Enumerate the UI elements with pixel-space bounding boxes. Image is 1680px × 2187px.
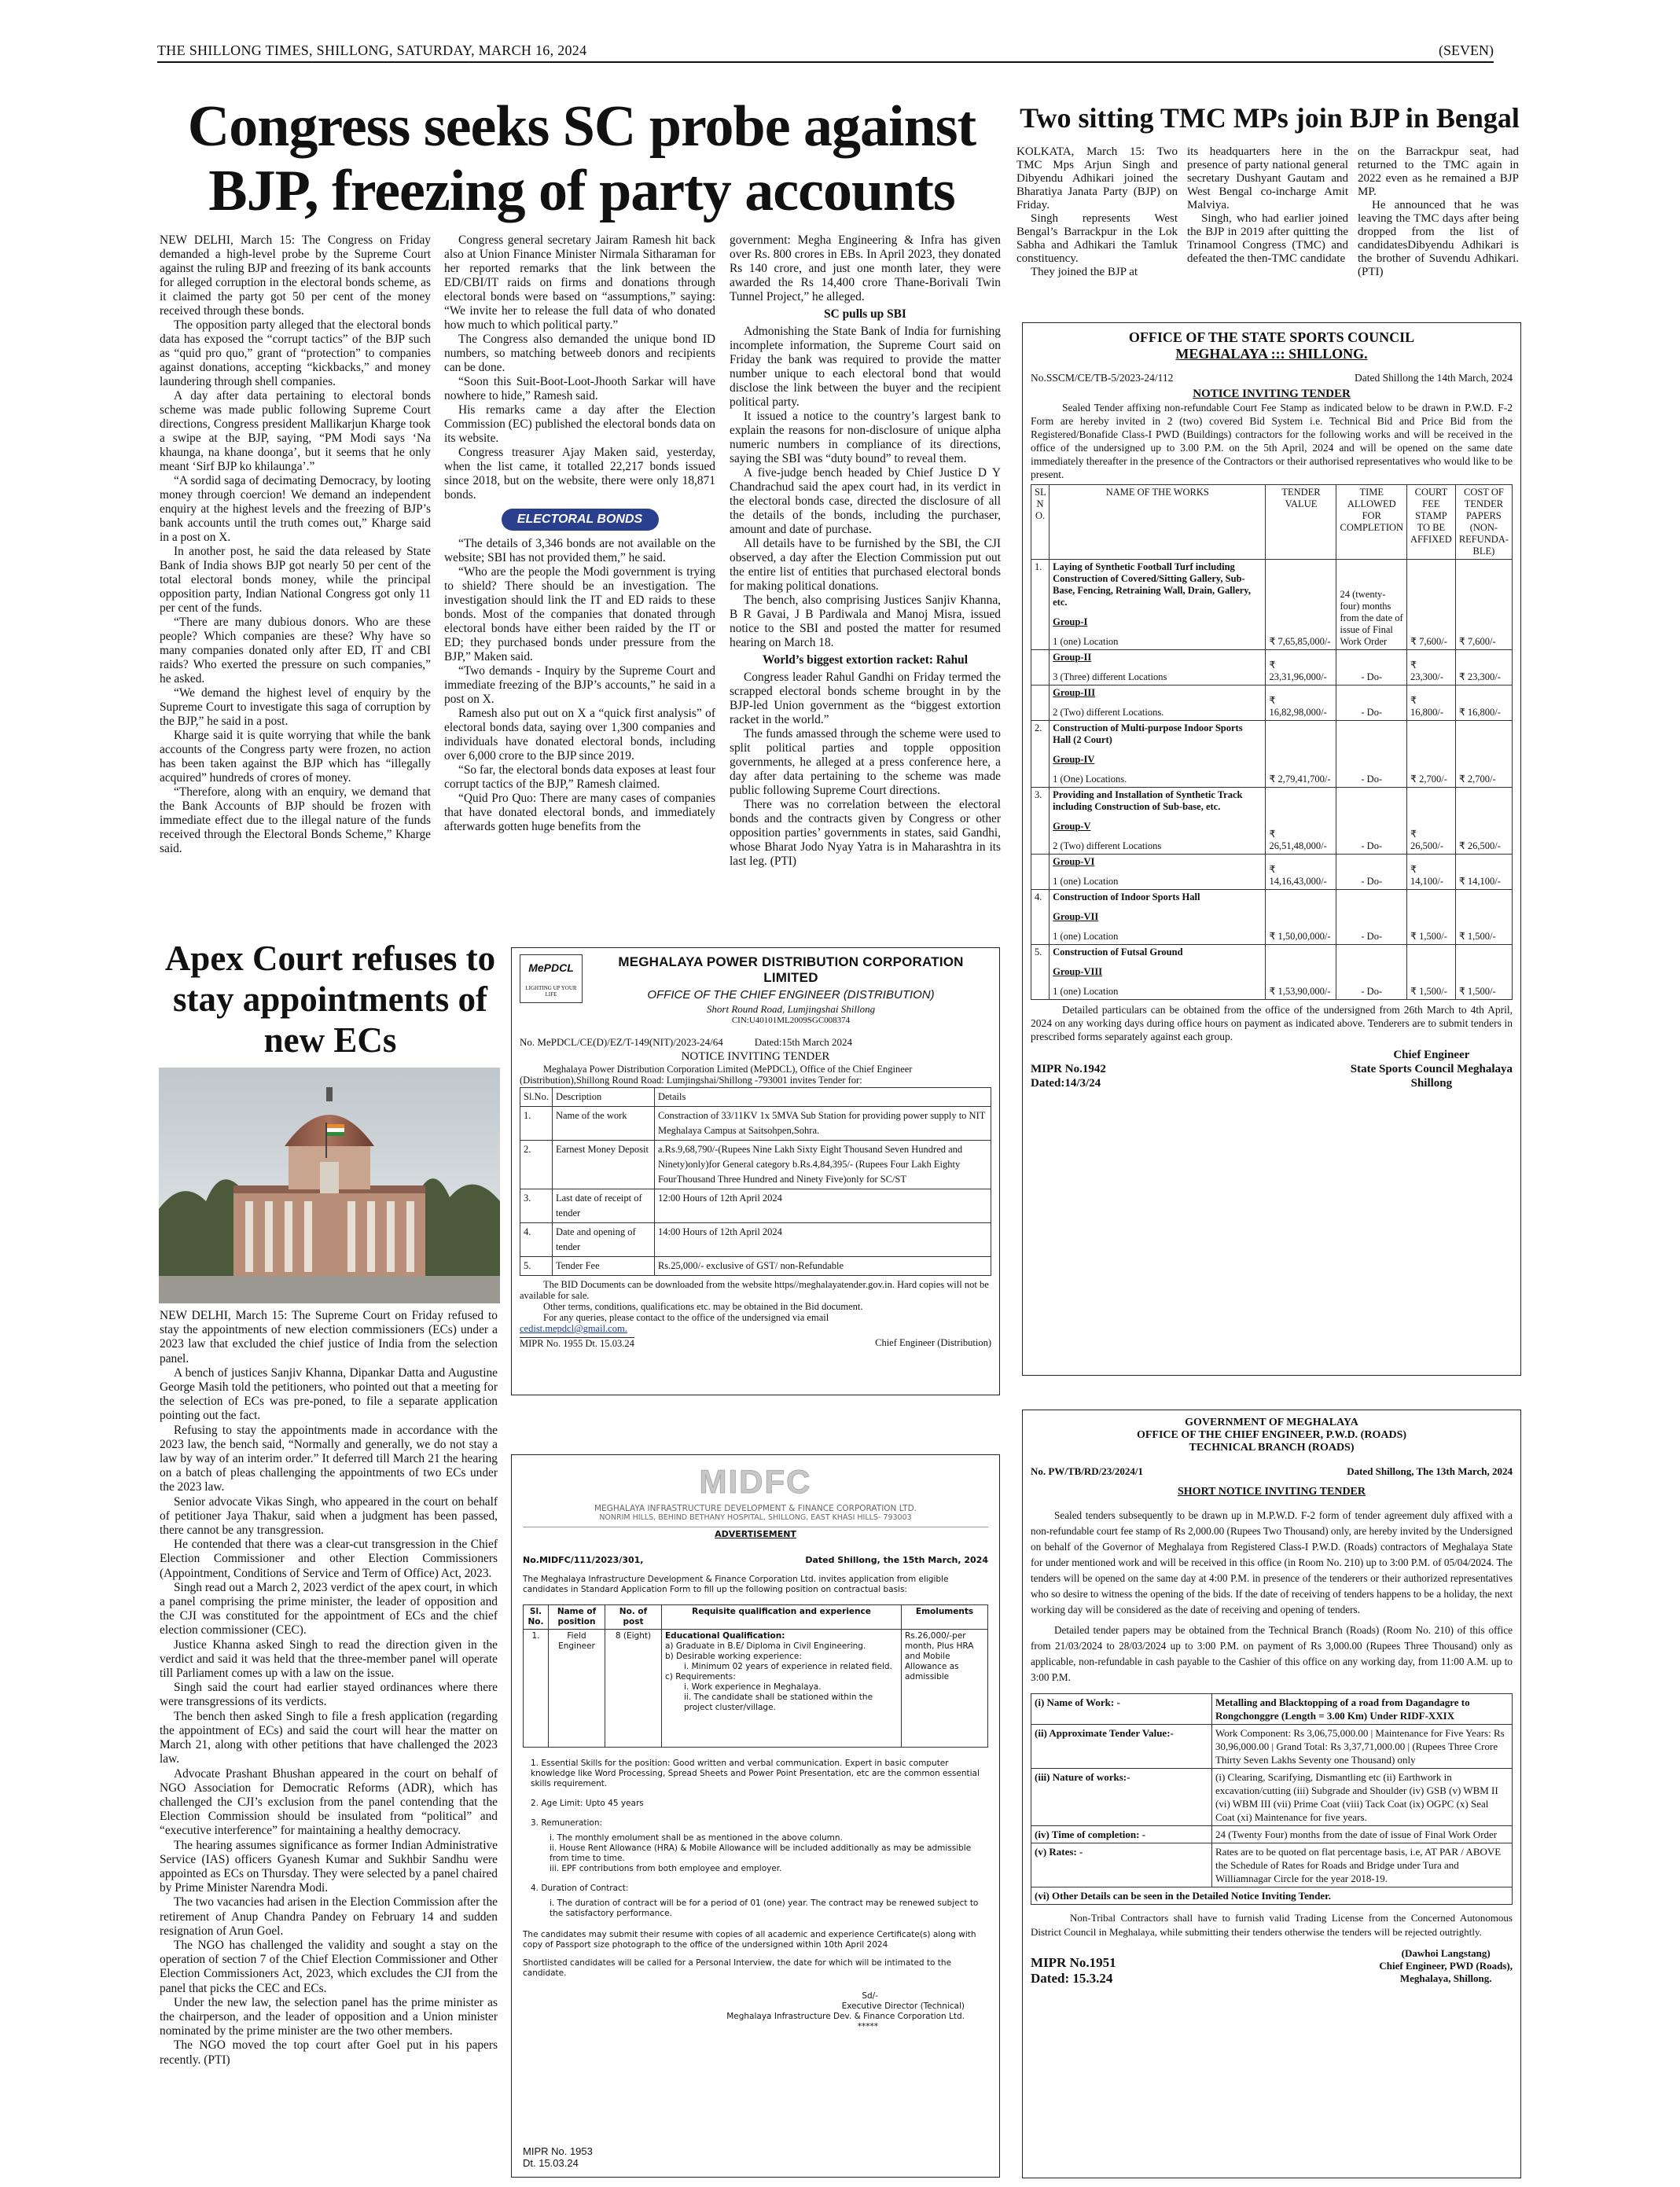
main-story-paragraph: His remarks came a day after the Election Commission (EC) published the electoral bonds data on its website.: [444, 403, 715, 445]
main-story-paragraph: “The details of 3,346 bonds are not available on the website; SBI has not provided them,” he said.: [444, 537, 715, 564]
mepdcl-footer-2: Other terms, conditions, qualifications etc. may be obtained in the Bid document.: [543, 1301, 863, 1312]
pwd-cell-value: 24 (Twenty Four) months from the date of issue of Final Work Order: [1212, 1826, 1513, 1843]
pwd-cell-value: Metalling and Blacktopping of a road from Dagandagre to Rongchonggre (Length = 3.00 Km) Under RIDF-XXIX: [1212, 1694, 1513, 1725]
table-row: [1031, 1843, 1513, 1887]
mepdcl-ref: No. MePDCL/CE(D)/EZ/T-149(NIT)/2023-24/64: [520, 1036, 723, 1048]
tmc-headline: Two sitting TMC MPs join BJP in Bengal: [1020, 102, 1520, 134]
supreme-court-photo: [159, 1068, 500, 1303]
sports-cell-name: [1050, 686, 1266, 721]
supreme-court-building-icon: [159, 1068, 500, 1303]
main-story-paragraph: government: Megha Engineering & Infra has given over Rs. 800 crores in EBs. In April 2023, they donated Rs 140 crore, and just one month later, they were awarded the Rs 14,400 crore Thane-Borivali Twin Tunnel Project,” he alleged.: [730, 233, 1001, 303]
mepdcl-footer-1: The BID Documents can be downloaded from the website https//meghalayatender.gov.in. Hard copies will not be available for sale.: [520, 1279, 989, 1301]
midfc-header-name: Name of position: [549, 1605, 605, 1630]
pwd-sig-1: (Dawhoi Langstang): [1401, 1947, 1491, 1959]
mepdcl-cell: 14:00 Hours of 12th April 2024: [654, 1223, 991, 1257]
main-story-paragraph: “A sordid saga of decimating Democracy, by looting money through coercion! We demand an independent enquiry at the highest levels and the freezing of BJP’s bank accounts until the truth comes out,” Kharge said in a post on X.: [160, 474, 431, 544]
qual-c1: i. Work experience in Meghalaya.: [684, 1682, 822, 1692]
midfc-address: NONRIM HILLS, BEHIND BETHANY HOSPITAL, SHILLONG, EAST KHASI HILLS- 793003: [599, 1513, 912, 1522]
sports-cell-time: - Do-: [1336, 686, 1407, 721]
sports-cell-time: 24 (twenty- four) months from the date of issue of Final Work Order: [1336, 560, 1407, 650]
pwd-cell-value: Rates are to be quoted on flat percentage basis, i.e, AT PAR / ABOVE the Schedule of Rates for Roads and Bridge under Tura and Williamnagar Circle for the year 2018-19.: [1212, 1843, 1513, 1887]
table-row: [1031, 855, 1513, 890]
apex-paragraph: He contended that there was a clear-cut transgression in the Chief Election Commissioner and other Election Commissioners (Appointment, Conditions of Service and Term of Office) Act, 2023.: [160, 1538, 498, 1580]
main-story-paragraph: It issued a notice to the country’s largest bank to explain the reasons for non-disclosure of unique alpha numeric numbers in compliance of its directions, saying the SBI was “duty bound” to reveal them.: [730, 410, 1001, 465]
mepdcl-address: Short Round Road, Lumjingshai Shillong: [706, 1003, 876, 1015]
pwd-cell-key: (i) Name of Work: -: [1031, 1694, 1212, 1725]
apex-paragraph: A bench of justices Sanjiv Khanna, Dipankar Datta and Augustine George Masih told the petitioners, who pointed out that a meeting for the selection of ECs was pre-poned, to file a separate application pointing out the fact.: [160, 1365, 498, 1423]
work-group: Group-IV: [1053, 754, 1095, 765]
mepdcl-cell: 3.: [520, 1189, 553, 1223]
main-story-col-1: [160, 233, 431, 856]
apex-paragraph: The two vacancies had arisen in the Election Commission after the retirement of Anup Chandra Pandey on February 14 and sudden resignation of Arun Goel.: [160, 1895, 498, 1938]
sports-cell-cost: ₹ 26,500/-: [1455, 788, 1512, 855]
qual-title: Educational Qualification:: [665, 1631, 785, 1641]
pwd-details-table: [1031, 1693, 1513, 1905]
sports-cell-cost: ₹ 23,300/-: [1455, 650, 1512, 686]
main-story-paragraph: The Congress also demanded the unique bond ID numbers, so matching betweeb donors and recipients can be done.: [444, 333, 715, 374]
work-group: Group-II: [1053, 652, 1092, 663]
midfc-cell-qualification: [662, 1630, 902, 1748]
mepdcl-cell: Constraction of 33/11KV 1x 5MVA Sub Station for providing power supply to NIT Meghalaya Campus at Saitsohpen,Sohra.: [654, 1107, 991, 1141]
apex-paragraph: Justice Khanna asked Singh to read the direction given in the verdict and said it was held that the three-member panel will operate till Parliament comes up with a law on the issue.: [160, 1637, 498, 1681]
mepdcl-office: OFFICE OF THE CHIEF ENGINEER (DISTRIBUTION): [647, 988, 935, 1002]
sports-cell-cost: ₹ 14,100/-: [1455, 855, 1512, 890]
apex-paragraph: Advocate Prashant Bhushan appeared in the court on behalf of NGO Association for Democratic Reforms (ADR), which has challenged the CJI’s exclusion from the panel contending that the Election Commission should be insulated from “political” and “executive interference” for maintaining a healthy democracy.: [160, 1766, 498, 1838]
table-row: [520, 1223, 991, 1257]
main-story-col-3: [730, 233, 1001, 869]
midfc-logo: MIDFC: [699, 1463, 812, 1500]
mepdcl-cell: a.Rs.9,68,790/-(Rupees Nine Lakh Sixty Eight Thousand Seven Hundred and Ninety)only)for General category b.Rs.4,84,395/- (Rupees Four Lakh Eighty FourThousand Three Hundred and Ninety Five)only for SC/ST: [654, 1141, 991, 1189]
mepdcl-cell: 1.: [520, 1107, 553, 1141]
qual-a: a) Graduate in B.E/ Diploma in Civil Engineering.: [665, 1641, 866, 1651]
midfc-sd: Sd/-: [862, 1991, 878, 2001]
apex-paragraph: Senior advocate Vikas Singh, who appeared in the court on behalf of petitioner Jaya Thakur, said when a judgment has been passed, there cannot be any transgression.: [160, 1494, 498, 1538]
midfc-header-qualification: Requisite qualification and experience: [662, 1605, 902, 1630]
sports-cell-fee: ₹ 7,600/-: [1407, 560, 1456, 650]
pwd-cell-key: (ii) Approximate Tender Value:-: [1031, 1725, 1212, 1769]
pwd-title-2: OFFICE OF THE CHIEF ENGINEER, P.W.D. (ROADS): [1136, 1429, 1407, 1441]
mepdcl-cell: Last date of receipt of tender: [552, 1189, 654, 1223]
midfc-cell-posts: 8 (Eight): [605, 1630, 662, 1748]
main-story-paragraph: “So far, the electoral bonds data exposes at least four corrupt tactics of the BJP,” Ramesh claimed.: [444, 763, 715, 791]
midfc-header-emoluments: Emoluments: [902, 1605, 988, 1630]
sports-cell-time: - Do-: [1336, 788, 1407, 855]
mepdcl-footer-3: For any queries, please contact to the office of the undersigned via email: [543, 1312, 829, 1323]
qual-c: c) Requirements:: [665, 1672, 736, 1682]
sports-cell-value: ₹ 1,53,90,000/-: [1266, 945, 1336, 1000]
sports-cell-fee: ₹ 2,700/-: [1407, 721, 1456, 788]
sports-mipr-date: Dated:14/3/24: [1031, 1077, 1101, 1090]
sports-header-cell: NAME OF THE WORKS: [1050, 485, 1266, 560]
apex-paragraph: The NGO moved the top court after Goel put in his papers recently. (PTI): [160, 2038, 498, 2067]
pwd-cell-value: (i) Clearing, Scarifying, Dismantling etc (ii) Earthwork in excavation/cutting (iii) Subgrade and Shoulder (iv) GSB (v) WBM II (vi) WBM III (vii) Prime Coat (viii) Tack Coat (ix) OGPC (x) Seal Coat (xi) Maintenance for five years.: [1212, 1769, 1513, 1826]
pwd-mipr-date: Dated: 15.3.24: [1031, 1971, 1113, 1986]
table-row: [1031, 945, 1513, 1000]
sports-cell-sl: 5.: [1031, 945, 1050, 1000]
tmc-col-1: [1016, 145, 1178, 279]
main-story-paragraph: “There are many dubious donors. Who are these people? Which companies are these? Why have so many companies donated only after ED, IT and CBI raids? Who exerted the pressure on such companies,” he asked.: [160, 616, 431, 686]
sports-cell-sl: 2.: [1031, 721, 1050, 788]
sports-cell-name: [1050, 560, 1266, 650]
sports-notice-title: NOTICE INVITING TENDER: [1193, 388, 1351, 400]
work-location: 3 (Three) different Locations: [1053, 671, 1167, 682]
midfc-sig-1: Executive Director (Technical): [841, 2001, 965, 2011]
main-story-paragraph: The bench, also comprising Justices Sanjiv Khanna, B R Gavai, J B Pardiwala and Manoj Misra, issued notice to the SBI and posted the matter for resumed hearing on March 18.: [730, 594, 1001, 649]
sports-cell-name: [1050, 855, 1266, 890]
mepdcl-cell: Tender Fee: [552, 1257, 654, 1276]
main-story-paragraph: Kharge said it is quite worrying that while the bank accounts of the Congress party were frozen, no action has been taken against the BJP which has “illegally acquired” hundreds of crores of money.: [160, 729, 431, 785]
main-story-paragraph: Admonishing the State Bank of India for furnishing incomplete information, the Supreme Court said on Friday the bank was required to provide the matter number unique to each electoral bond that would disclose the link between the buyer and the recipient political party.: [730, 325, 1001, 409]
sports-cell-sl: [1031, 855, 1050, 890]
work-name: Providing and Installation of Synthetic Track including Construction of Sub-base, etc.: [1053, 789, 1243, 812]
headline-line-1: Congress seeks SC probe against: [187, 94, 976, 159]
work-name: Construction of Multi-purpose Indoor Sports Hall (2 Court): [1053, 722, 1243, 745]
work-location: 1 (one) Location: [1053, 931, 1119, 942]
pwd-sig-3: Meghalaya, Shillong.: [1399, 1972, 1492, 1984]
pwd-cell-key: (iii) Nature of works:-: [1031, 1769, 1212, 1826]
midfc-p3: 3. Remuneration:: [531, 1818, 603, 1828]
main-story-paragraph: “Who are the people the Modi government is trying to shield? There should be an investigation. The investigation should link the IT and ED raids to these bonds. Most of the companies that donated through electoral bonds have either been raided by the IT or ED; they purchased bonds under pressure from the BJP,” Maken said.: [444, 565, 715, 663]
main-story-paragraph: Congress general secretary Jairam Ramesh hit back also at Union Finance Minister Nirmala Sitharaman for her reported remarks that the link between the ED/CBI/IT raids on firms and donations through electoral bonds were based on “assumptions,” saying: “We invite her to release the full data of who donated how much to which political party.”: [444, 233, 715, 332]
midfc-sig-2: Meghalaya Infrastructure Dev. & Finance Corporation Ltd.: [726, 2012, 965, 2021]
sports-cell-fee: ₹ 23,300/-: [1407, 650, 1456, 686]
midfc-p3ii: ii. House Rent Allowance (HRA) & Mobile Allowance will be included additionally as may be admissible from time to time.: [550, 1843, 972, 1863]
sports-cell-name: [1050, 650, 1266, 686]
work-location: 1 (one) Location: [1053, 876, 1119, 887]
sports-cell-sl: 1.: [1031, 560, 1050, 650]
apex-paragraph: NEW DELHI, March 15: The Supreme Court on Friday refused to stay the appointments of new election commissioners (ECs) under a 2023 law that excluded the chief justice of India from the selection panel.: [160, 1309, 498, 1365]
mepdcl-cell: Earnest Money Deposit: [552, 1141, 654, 1189]
pwd-mipr: MIPR No.1951: [1031, 1955, 1116, 1970]
sports-cell-time: - Do-: [1336, 721, 1407, 788]
pwd-cell-key: (v) Rates: -: [1031, 1843, 1212, 1887]
sports-cell-sl: 4.: [1031, 890, 1050, 945]
mepdcl-table: [520, 1087, 991, 1276]
masthead-line: THE SHILLONG TIMES, SHILLONG, SATURDAY, MARCH 16, 2024: [157, 42, 587, 58]
sports-cell-cost: ₹ 2,700/-: [1455, 721, 1512, 788]
sports-cell-value: ₹ 16,82,98,000/-: [1266, 686, 1336, 721]
work-group: Group-VII: [1053, 911, 1099, 922]
sports-cell-cost: ₹ 16,800/-: [1455, 686, 1512, 721]
subhead-extortion-racket: World’s biggest extortion racket: Rahul: [762, 653, 969, 667]
sports-header-cell: TIME ALLOWED FOR COMPLETION: [1336, 485, 1407, 560]
sports-cell-fee: ₹ 1,500/-: [1407, 945, 1456, 1000]
main-story-paragraph: The opposition party alleged that the electoral bonds data has exposed the “corrupt tactics” of the BJP such as “quid pro quo,” grant of “protection” to companies against donations, accepting “kickbacks,” and money laundering through shell companies.: [160, 318, 431, 388]
main-story-paragraph: The funds amassed through the scheme were used to split political parties and topple opposition governments, he alleged at a press conference here, a day after data pertaining to the scheme was made public following Supreme Court directions.: [730, 727, 1001, 797]
apex-paragraph: The hearing assumes significance as former Indian Administrative Service (IAS) officers Gyanesh Kumar and Sukhbir Sandhu were appointed as ECs on Thursday. They were selected by a panel chaired by Prime Minister Narendra Modi.: [160, 1838, 498, 1895]
sports-cell-fee: ₹ 16,800/-: [1407, 686, 1456, 721]
sports-cell-value: ₹ 26,51,48,000/-: [1266, 788, 1336, 855]
mepdcl-header-cell: Description: [552, 1088, 654, 1107]
sports-cell-fee: ₹ 14,100/-: [1407, 855, 1456, 890]
table-row: [1031, 1826, 1513, 1843]
work-location: 1 (one) Location: [1053, 986, 1119, 997]
apex-paragraph: Refusing to stay the appointments made in accordance with the 2023 law, the bench said, “Normally and generally, we do not stay a law by way of an interim order.” It deferred till March 21 the hearing on a batch of pleas challenging the appointments of two ECs under the 2023 law.: [160, 1423, 498, 1494]
main-story-paragraph: In another post, he said the data released by State Bank of India shows BJP got nearly 50 per cent of the total electoral bonds money, while the principal opposition party, Indian National Congress got only 11 per cent of the funds.: [160, 545, 431, 615]
page-number: (SEVEN): [1439, 42, 1494, 58]
pwd-cell-other-details: (vi) Other Details can be seen in the Detailed Notice Inviting Tender.: [1031, 1887, 1513, 1905]
main-headline: [157, 94, 1006, 223]
sports-intro: Sealed Tender affixing non-refundable Court Fee Stamp as indicated below to be drawn in P.W.D. F-2 Form are hereby invited in 2 (two) covered Bid System i.e. Technical Bid and Price Bid from the Registered/Bonafide Class-I PWD (Buildings) contractors for the following works and will be received in the office of the undersigned up to 3.00 P.M. on the 5th April, 2024 and will be opened on the same date immediately thereafter in the presence of the Contractors or their authorised representatives who would like to be present.: [1031, 402, 1513, 480]
sports-cell-time: - Do-: [1336, 650, 1407, 686]
work-group: Group-I: [1053, 616, 1088, 627]
sports-cell-value: ₹ 2,79,41,700/-: [1266, 721, 1336, 788]
main-story-paragraph: All details have to be furnished by the SBI, the CJI observed, a day after the Election Commission put out the entire list of entities that purchased electoral bonds for making political donations.: [730, 537, 1001, 593]
mepdcl-cin: CIN:U40101ML2009SGC008374: [731, 1016, 851, 1025]
midfc-p5: The candidates may submit their resume with copies of all academic and experience Certificate(s) along with copy of Passport size photograph to the office of the undersigned within 10th April 2024: [523, 1930, 976, 1950]
work-location: 2 (Two) different Locations.: [1053, 707, 1164, 718]
table-row: [1031, 1769, 1513, 1826]
tmc-col-2: [1187, 145, 1348, 266]
mepdcl-date: Dated:15th March 2024: [754, 1036, 852, 1048]
midfc-mipr: MIPR No. 1953: [523, 2145, 593, 2157]
apex-paragraph: The bench then asked Singh to file a fresh application (regarding the appointment of ECs) and said the court will hear the matter on March 21, along with other petitions that have challenged the 2023 law.: [160, 1709, 498, 1766]
pwd-notice-title: SHORT NOTICE INVITING TENDER: [1178, 1486, 1366, 1498]
tmc-paragraph: Singh represents West Bengal’s Barrackpur in the Lok Sabha and Adhikari the Tamluk constituency.: [1016, 212, 1178, 265]
main-story-paragraph: Congress treasurer Ajay Maken said, yesterday, when the list came, it totalled 22,217 bonds issued since 2018, but on the website, there were only 18,871 bonds.: [444, 446, 715, 502]
main-story-col-2: [444, 233, 715, 834]
main-story-paragraph: There was no correlation between the electoral bonds and the contracts given by Congress or other opposition parties’ governments in states, said Gandhi, whose Bharat Jodo Nyay Yatra is in Maharashtra in its last leg. (PTI): [730, 798, 1001, 868]
midfc-p3iii: iii. EPF contributions from both employee and employer.: [550, 1864, 782, 1873]
pwd-title-1: GOVERNMENT OF MEGHALAYA: [1185, 1417, 1358, 1428]
pwd-cell-value: Work Component: Rs 3,06,75,000.00 | Maintenance for Five Years: Rs 30,96,000.00 | Grand Total: Rs 3,37,71,000.00 | (Rupees Three Crore Thirty Seven Lakhs Seventy one Thousand) only: [1212, 1725, 1513, 1769]
mepdcl-cell: 12:00 Hours of 12th April 2024: [654, 1189, 991, 1223]
logo-tagline: LIGHTING UP YOUR LIFE: [525, 985, 577, 998]
work-name: Construction of Futsal Ground: [1053, 946, 1183, 958]
midfc-mipr-date: Dt. 15.03.24: [523, 2157, 579, 2169]
apex-paragraph: The NGO has challenged the validity and sought a stay on the operation of section 7 of the Chief Election Commissioner and Other Election Commissioners Act, 2023, which excludes the CJI from the panel that picks the CEC and ECs.: [160, 1938, 498, 1995]
work-name: Construction of Indoor Sports Hall: [1053, 891, 1200, 902]
mepdcl-cell: 2.: [520, 1141, 553, 1189]
main-story-paragraph: “Two demands - Inquiry by the Supreme Court and immediate freezing of the BJP’s accounts,” he said in a post on X.: [444, 664, 715, 706]
sports-cell-name: [1050, 788, 1266, 855]
sports-cell-time: - Do-: [1336, 945, 1407, 1000]
midfc-header-posts: No. of post: [605, 1605, 662, 1630]
pwd-p1: Sealed tenders subsequently to be drawn up in M.P.W.D. F-2 form of tender agreement duly affixed with a non-refundable court fee stamp of Rs 2,000.00 (Rupees Two Thousand) only, are hereby invited by the Undersigned on behalf of the Governor of Meghalaya from Registered Class-I P.W.D. (Roads) contractors of Meghalaya State for under mentioned work and will be received in this office (in Room No. 210) up to 3:00 P.M. of 05/04/2024. The tenders will be opened on the same day at 4:00 P.M. in presence of the tenderers or their authorized representatives who so desire to witness the opening of the bids. If the date of receiving of tenders happens to be a holiday, the next working day will be considered as the date of receiving and opening of tenders.: [1031, 1509, 1513, 1615]
pwd-ref: No. PW/TB/RD/23/2024/1: [1031, 1465, 1144, 1477]
midfc-cell-emoluments: Rs.26,000/-per month, Plus HRA and Mobile Allowance as admissible: [902, 1630, 988, 1748]
apex-paragraph: Under the new law, the selection panel has the prime minister as the chairperson, and the leader of opposition and a Union minister nominated by the prime minister are the two other members.: [160, 1995, 498, 2038]
midfc-date: Dated Shillong, the 15th March, 2024: [805, 1555, 988, 1565]
sports-ref: No.SSCM/CE/TB-5/2023-24/112: [1031, 372, 1174, 384]
table-row: [1031, 650, 1513, 686]
pwd-title-3: TECHNICAL BRANCH (ROADS): [1189, 1442, 1355, 1454]
mepdcl-cell: Rs.25,000/- exclusive of GST/ non-Refundable: [654, 1257, 991, 1276]
sports-sig-1: Chief Engineer: [1393, 1049, 1470, 1061]
mepdcl-signatory: Chief Engineer (Distribution): [875, 1337, 991, 1348]
pwd-sig-2: Chief Engineer, PWD (Roads),: [1379, 1960, 1513, 1972]
midfc-p3i: i. The monthly emolument shall be as mentioned in the above column.: [550, 1833, 843, 1843]
qual-b: b) Desirable working experience:: [665, 1652, 802, 1661]
pwd-roads-tender: [1022, 1410, 1521, 2178]
midfc-p6: Shortlisted candidates will be called for a Personal Interview, the date for which will be intimated to the candidate.: [523, 1958, 952, 1978]
qual-b1: i. Minimum 02 years of experience in related field.: [684, 1662, 892, 1671]
midfc-cell-sl: 1.: [524, 1630, 549, 1748]
tmc-col-3: [1358, 145, 1519, 279]
sports-date: Dated Shillong the 14th March, 2024: [1355, 372, 1513, 384]
sports-sig-2: State Sports Council Meghalaya: [1350, 1063, 1513, 1075]
main-story-paragraph: A day after data pertaining to electoral bonds scheme was made public following Supreme Court directions, Congress president Mallikarjun Kharge took a swipe at the BJP, saying, “PM Modi says ‘Na khaunga, na khane doonga’, but it seems that he only meant ‘Sirf BJP ko khilaunga’.”: [160, 389, 431, 473]
midfc-table: [523, 1604, 988, 1748]
sports-cell-time: - Do-: [1336, 890, 1407, 945]
table-row: [520, 1141, 991, 1189]
mepdcl-header-cell: Details: [654, 1088, 991, 1107]
table-row: [1031, 721, 1513, 788]
pwd-cell-key: (iv) Time of completion: -: [1031, 1826, 1212, 1843]
midfc-stars: *****: [857, 2022, 878, 2031]
table-row: [1031, 686, 1513, 721]
tmc-paragraph: He announced that he was leaving the TMC days after being dropped from the list of candidatesDibyendu Adhikari is the brother of Suvendu Adhikari. (PTI): [1358, 199, 1519, 278]
mepdcl-cell: 4.: [520, 1223, 553, 1257]
electoral-bonds-badge: ELECTORAL BONDS: [502, 509, 659, 531]
pwd-p3: Non-Tribal Contractors shall have to furnish valid Trading License from the Concerned Autonomous District Council in Meghalaya, while submitting their tenders otherwise the tenders will be rejected outrightly.: [1031, 1912, 1513, 1938]
midfc-p4: 4. Duration of Contract:: [531, 1884, 629, 1893]
table-row: [1031, 890, 1513, 945]
tmc-paragraph: its headquarters here in the presence of party national general secretary Dushyant Gautam and West Bengal co-incharge Amit Malviya.: [1187, 145, 1348, 211]
mepdcl-notice-title: NOTICE INVITING TENDER: [681, 1050, 830, 1063]
main-story-paragraph: Ramesh also put out on X a “quick first analysis” of electoral bonds data, saying over 1,300 companies and individuals have donated electoral bonds, including over 6,000 crore to the BJP since 2019.: [444, 707, 715, 763]
table-row: [520, 1257, 991, 1276]
mepdcl-header-cell: Sl.No.: [520, 1088, 553, 1107]
midfc-cell-name: Field Engineer: [549, 1630, 605, 1748]
mepdcl-email-link[interactable]: cedist.mepdcl@gmail.com.: [520, 1323, 627, 1334]
sports-cell-fee: ₹ 26,500/-: [1407, 788, 1456, 855]
table-row: [1031, 560, 1513, 650]
sports-cell-time: - Do-: [1336, 855, 1407, 890]
sports-cell-value: ₹ 1,50,00,000/-: [1266, 890, 1336, 945]
main-story-paragraph: “Quid Pro Quo: There are many cases of companies that have donated electoral bonds, and immediately afterwards gotten huge benefits from the: [444, 792, 715, 833]
mepdcl-cell: Date and opening of tender: [552, 1223, 654, 1257]
midfc-p1: 1. Essential Skills for the position: Good written and verbal communication. Expert in basic computer knowledge like Word Processing, Spread Sheets and Power Point Presentation, etc are the common essential skills requirement.: [531, 1759, 980, 1788]
main-story-paragraph: “Soon this Suit-Boot-Loot-Jhooth Sarkar will have nowhere to hide,” Ramesh said.: [444, 375, 715, 402]
sports-cell-sl: 3.: [1031, 788, 1050, 855]
headline-line-2: BJP, freezing of party accounts: [208, 159, 955, 223]
qual-c2: ii. The candidate shall be stationed within the project cluster/village.: [684, 1693, 873, 1712]
sports-cell-value: ₹ 14,16,43,000/-: [1266, 855, 1336, 890]
work-name: Laying of Synthetic Football Turf including Construction of Covered/Sitting Gallery, Sub-Base, Fencing, Retraining Wall, Drain, Gallery, etc.: [1053, 561, 1251, 608]
sports-council-tender: [1022, 322, 1521, 1376]
sports-cell-name: [1050, 945, 1266, 1000]
midfc-ref: No.MIDFC/111/2023/301,: [523, 1555, 644, 1565]
table-row: [1031, 788, 1513, 855]
sports-cell-cost: ₹ 1,500/-: [1455, 890, 1512, 945]
subhead-sc-pulls-up-sbi: SC pulls up SBI: [824, 307, 906, 321]
work-group: Group-VI: [1053, 856, 1095, 867]
work-location: 1 (one) Location: [1053, 636, 1119, 647]
sports-cell-value: ₹ 7,65,85,000/-: [1266, 560, 1336, 650]
midfc-p4i: i. The duration of contract will be for a period of 01 (one) year. The contract may be renewed subject to the satisfactory performance.: [550, 1898, 979, 1918]
midfc-org: MEGHALAYA INFRASTRUCTURE DEVELOPMENT & FINANCE CORPORATION LTD.: [594, 1504, 917, 1513]
pwd-p2: Detailed tender papers may be obtained from the Technical Branch (Roads) (Room No. 210) of this office from 21/03/2024 to 28/03/2024 up to 3:00 P.M. on payment of Rs 3,000.00 (Rupees Three Thousand) only as applicable, non-refundable in cash payable to the Cashier of this office on any working day, from 11:00 A.M. up to 3:00 P.M.: [1031, 1624, 1513, 1683]
sports-title-1: OFFICE OF THE STATE SPORTS COUNCIL: [1128, 329, 1415, 345]
main-story-paragraph: “Therefore, along with an enquiry, we demand that the Bank Accounts of BJP should be frozen with immediate effect due to the illegal nature of the funds received through the Electoral Bonds Scheme,” Kharge said.: [160, 785, 431, 855]
work-group: Group-III: [1053, 687, 1096, 698]
mepdcl-cell: 5.: [520, 1257, 553, 1276]
sports-header-cell: COST OF TENDER PAPERS (NON-REFUNDA-BLE): [1455, 485, 1512, 560]
sports-cell-fee: ₹ 1,500/-: [1407, 890, 1456, 945]
sports-cell-cost: ₹ 7,600/-: [1455, 560, 1512, 650]
midfc-intro: The Meghalaya Infrastructure Development & Finance Corporation Ltd. invites application from eligible candidates in Standard Application Form to fill up the following position on contractual basis:: [523, 1575, 949, 1594]
midfc-header-sl: Sl. No.: [524, 1605, 549, 1630]
sports-header-cell: TENDER VALUE: [1266, 485, 1336, 560]
sports-cell-sl: [1031, 686, 1050, 721]
work-group: Group-V: [1053, 821, 1091, 832]
mepdcl-mipr: MIPR No. 1955 Dt. 15.03.24: [520, 1338, 634, 1349]
sports-cell-value: ₹ 23,31,96,000/-: [1266, 650, 1336, 686]
tmc-paragraph: on the Barrackpur seat, had returned to the TMC again in 2022 even as he remained a BJP MP.: [1358, 145, 1519, 198]
apex-headline: Apex Court refuses to stay appointments of new ECs: [164, 939, 496, 1060]
sports-header-cell: COURT FEE STAMP TO BE AFFIXED: [1407, 485, 1456, 560]
apex-story-body: [160, 1309, 498, 2068]
main-story-paragraph: Congress leader Rahul Gandhi on Friday termed the scrapped electoral bonds scheme brought in by the BJP-led Union government as the “biggest extortion racket in the world.”: [730, 671, 1001, 726]
mepdcl-title: MEGHALAYA POWER DISTRIBUTION CORPORATION LIMITED: [618, 954, 964, 985]
sports-cell-sl: [1031, 650, 1050, 686]
table-row: [520, 1189, 991, 1223]
sports-cell-name: [1050, 721, 1266, 788]
apex-paragraph: Singh said the court had earlier stayed ordinances where there were transgressions of its verdicts.: [160, 1681, 498, 1709]
midfc-ad: [511, 1454, 1000, 2178]
sports-works-table: [1031, 484, 1513, 1000]
table-row: [520, 1107, 991, 1141]
logo-text: MePDCL: [528, 961, 574, 974]
sports-sig-3: Shillong: [1410, 1077, 1453, 1090]
tmc-paragraph: They joined the BJP at: [1031, 266, 1138, 278]
mepdcl-logo: [520, 954, 583, 1003]
work-group: Group-VIII: [1053, 966, 1103, 977]
tmc-paragraph: KOLKATA, March 15: Two TMC Mps Arjun Singh and Dibyendu Adhikari joined the Bharatiya Janata Party (BJP) on Friday.: [1016, 145, 1178, 211]
sports-cell-name: [1050, 890, 1266, 945]
sports-header-cell: SL N O.: [1031, 485, 1050, 560]
mepdcl-tender-ad: [511, 947, 1000, 1395]
main-story-paragraph: “We demand the highest level of enquiry by the Supreme Court to investigate this saga of corruption by the BJP,” he said in a post.: [160, 686, 431, 728]
main-story-paragraph: A five-judge bench headed by Chief Justice D Y Chandrachud said the apex court had, in its verdict in the electoral bonds case, directed the disclosure of all the details of the bonds, including the purchaser, amount and date of purchase.: [730, 466, 1001, 536]
work-location: 1 (One) Locations.: [1053, 774, 1127, 785]
mepdcl-cell: Name of the work: [552, 1107, 654, 1141]
main-story-paragraph: NEW DELHI, March 15: The Congress on Friday demanded a high-level probe by the Supreme Court against the ruling BJP and freezing of its bank accounts for alleged corruption in the electoral bonds scheme, as it claimed the party got 50 per cent of the money received through these bonds.: [160, 233, 431, 318]
work-location: 2 (Two) different Locations: [1053, 840, 1162, 851]
sports-cell-cost: ₹ 1,500/-: [1455, 945, 1512, 1000]
apex-paragraph: Singh read out a March 2, 2023 verdict of the apex court, in which a panel comprising the prime minister, the leader of opposition and the CJI was constituted for the appointment of ECs and the chief election commissioner (CEC).: [160, 1580, 498, 1637]
pwd-date: Dated Shillong, The 13th March, 2024: [1347, 1465, 1513, 1477]
table-row: [1031, 1694, 1513, 1725]
page-header: [157, 42, 1494, 63]
sports-footer: Detailed particulars can be obtained from the office of the undersigned from 26th March to 4th April, 2024 on any working days during office hours on payment as indicated above. Tenderers are to submit tenders in prescribed forms separately against each group.: [1031, 1004, 1513, 1042]
midfc-advert-title: ADVERTISEMENT: [715, 1529, 796, 1539]
sports-mipr: MIPR No.1942: [1031, 1063, 1106, 1075]
mepdcl-intro: Meghalaya Power Distribution Corporation Limited (MePDCL), Office of the Chief Engineer (Distribution),Shillong Round Road: Lumjingshai/Shillong -793001 invites Tender for:: [520, 1064, 913, 1086]
table-row: [1031, 1725, 1513, 1769]
midfc-p2: 2. Age Limit: Upto 45 years: [531, 1799, 644, 1808]
sports-title-2: MEGHALAYA ::: SHILLONG.: [1175, 346, 1368, 362]
tmc-paragraph: Singh, who had earlier joined the BJP in 2019 after quitting the Trinamool Congress (TMC) and defeated the then-TMC candidate: [1187, 212, 1348, 265]
